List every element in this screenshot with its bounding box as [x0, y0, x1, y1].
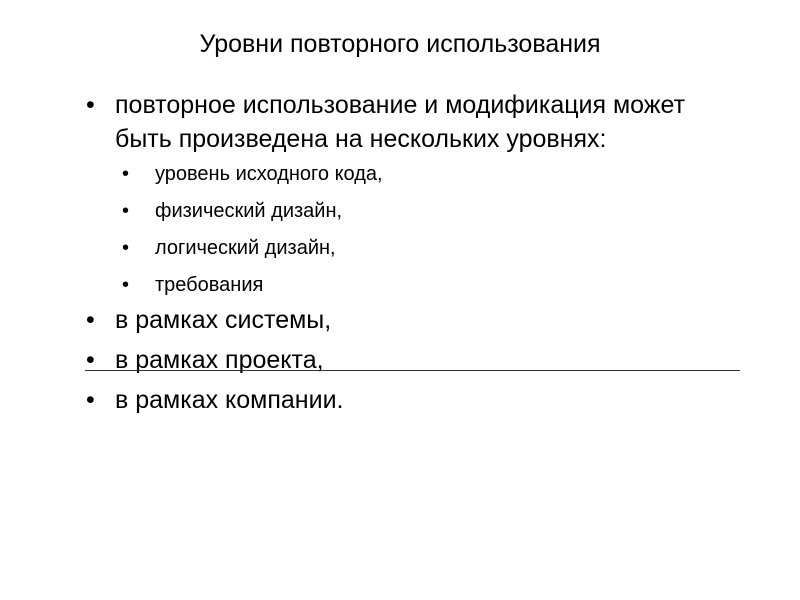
- sub-bullet-item: [122, 162, 726, 186]
- sub-bullet-text: требования: [155, 274, 264, 296]
- bullet-item: [86, 383, 726, 417]
- bullet-text: повторное использование и модификация может быть произведена на нескольких уровнях:: [115, 91, 686, 153]
- slide-title: Уровни повторного использования: [199, 30, 601, 58]
- bullet-icon: •: [86, 306, 95, 334]
- bullet-text: в рамках компании.: [115, 386, 344, 414]
- sub-bullet-item: [122, 199, 726, 223]
- sub-bullet-item: [122, 273, 726, 297]
- sub-bullet-list: [122, 162, 726, 297]
- horizontal-rule: [85, 370, 740, 371]
- sub-bullet-item: [122, 236, 726, 260]
- bullet-item: [86, 343, 726, 377]
- sub-bullet-text: физический дизайн,: [155, 200, 343, 222]
- bullet-item: [86, 88, 726, 297]
- bullet-icon: •: [122, 237, 130, 259]
- bullet-list: [86, 88, 726, 423]
- bullet-icon: •: [122, 274, 130, 296]
- bullet-text: в рамках проекта,: [115, 346, 324, 374]
- bullet-icon: •: [86, 346, 95, 374]
- bullet-icon: •: [122, 200, 130, 222]
- bullet-icon: •: [86, 386, 95, 414]
- bullet-item: [86, 303, 726, 337]
- bullet-text: в рамках системы,: [115, 306, 332, 334]
- sub-bullet-text: уровень исходного кода,: [155, 163, 383, 185]
- bullet-icon: •: [122, 163, 130, 185]
- sub-bullet-text: логический дизайн,: [155, 237, 336, 259]
- bullet-icon: •: [86, 91, 95, 119]
